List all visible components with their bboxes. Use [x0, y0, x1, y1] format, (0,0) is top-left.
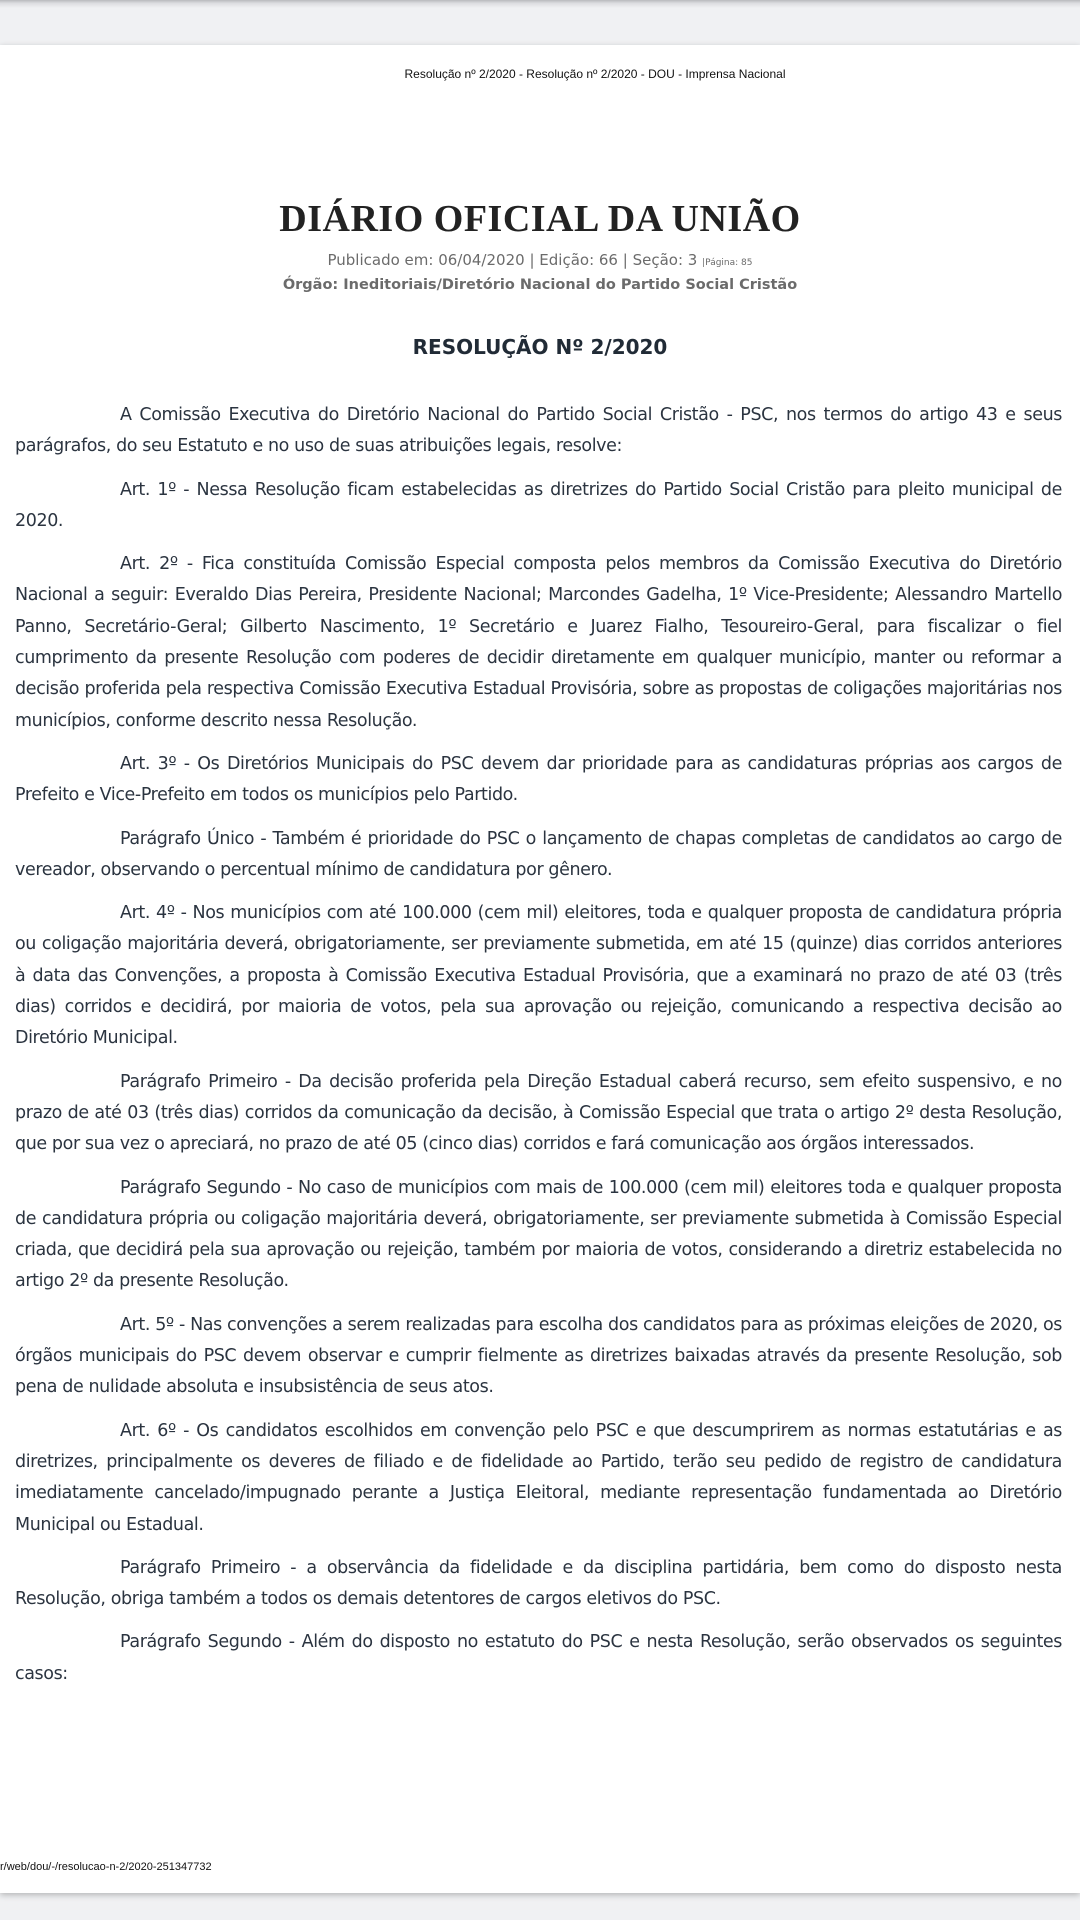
edition: Edição: 66	[539, 251, 618, 269]
article-3: Art. 3º - Os Diretórios Municipais do PSC devem dar prioridade para as candidaturas próprias aos cargos de Prefeito e Vice-Prefeito em todos os municípios pelo Partido.	[15, 753, 1062, 806]
separator: |	[622, 251, 628, 269]
article-5: Art. 5º - Nas convenções a serem realizadas para escolha dos candidatos para as próximas eleições de 2020, os órgãos municipais do PSC devem observar e cumprir fielmente as diretrizes baixadas através da presente Resolução, sob pena de nulidade absoluta e insubsistência de seus atos.	[15, 1314, 1062, 1398]
print-footer-url: r/web/dou/-/resolucao-n-2/2020-251347732	[0, 1861, 212, 1873]
publication-info	[0, 251, 1080, 269]
viewer-top-shadow	[0, 0, 1080, 8]
masthead-title: DIÁRIO OFICIAL DA UNIÃO	[279, 198, 801, 240]
article-1: Art. 1º - Nessa Resolução ficam estabelecidas as diretrizes do Partido Social Cristão para pleito municipal de 2020.	[15, 479, 1062, 531]
section: Seção: 3	[632, 251, 698, 269]
article-4: Art. 4º - Nos municípios com até 100.000 (cem mil) eleitores, toda e qualquer proposta de candidatura própria ou coligação majoritária deverá, obrigatoriamente, ser previamente submetida, em até 15 (quinze) dias corridos anteriores à data das Convenções, a proposta à Comissão Executiva Estadual Provisória, que a examinará no prazo de até 03 (três dias) corridos e decidirá, por maioria de votos, pela sua aprovação ou rejeição, comunicando a respectiva decisão ao Diretório Municipal.	[15, 903, 1062, 1049]
document-page	[0, 45, 1080, 1893]
article-6-paragraph-2: Parágrafo Segundo - Além do disposto no estatuto do PSC e nesta Resolução, serão observados os seguintes casos:	[15, 1632, 1062, 1684]
article-2: Art. 2º - Fica constituída Comissão Especial composta pelos membros da Comissão Executiva do Diretório Nacional a seguir: Everaldo Dias Pereira, Presidente Nacional; Marcondes Gadelha, 1º Vice-Presidente; Alessandro Martello Panno, Secretário-Geral; Gilberto Nascimento, 1º Secretário e Juarez Fialho, Tesoureiro-Geral, para fiscalizar o fiel cumprimento da presente Resolução com poderes de decidir diretamente em qualquer município, manter ou reformar a decisão proferida pela respectiva Comissão Executiva Estadual Provisória, sobre as propostas de coligações majoritárias nos municípios, conforme descrito nessa Resolução.	[15, 554, 1062, 731]
article-6-paragraph-1: Parágrafo Primeiro - a observância da fidelidade e da disciplina partidária, bem como do disposto nesta Resolução, obriga também a todos os demais detentores de cargos eletivos do PSC.	[15, 1557, 1062, 1610]
article-3-sole-paragraph: Parágrafo Único - Também é prioridade do PSC o lançamento de chapas completas de candidatos ao cargo de vereador, observando o percentual mínimo de candidatura por gênero.	[15, 828, 1062, 880]
print-header: Resolução nº 2/2020 - Resolução nº 2/2020 - DOU - Imprensa Nacional	[404, 67, 786, 81]
article-6: Art. 6º - Os candidatos escolhidos em convenção pelo PSC e que descumprirem as normas estatutárias e as diretrizes, principalmente os deveres de filiado e de fidelidade ao Partido, terão seu pedido de registro de candidatura imediatamente cancelado/impugnado perante a Justiça Eleitoral, mediante representação fundamentada ao Diretório Municipal ou Estadual.	[15, 1420, 1062, 1535]
resolution-title: RESOLUÇÃO Nº 2/2020	[412, 335, 668, 359]
separator: |	[529, 251, 535, 269]
resolution-body	[15, 400, 1062, 1702]
article-4-paragraph-2: Parágrafo Segundo - No caso de municípios com mais de 100.000 (cem mil) eleitores toda e qualquer proposta de candidatura própria ou coligação majoritária deverá, obrigatoriamente, ser previamente submetida à Comissão Especial criada, que decidirá pela sua aprovação ou rejeição, também por maioria de votos, considerando a diretriz estabelecida no artigo 2º da presente Resolução.	[15, 1177, 1062, 1292]
page-number: Página: 85	[705, 258, 753, 268]
separator-small: |	[702, 258, 706, 268]
published-date: Publicado em: 06/04/2020	[327, 251, 525, 269]
preamble-paragraph: A Comissão Executiva do Diretório Nacional do Partido Social Cristão - PSC, nos termos do artigo 43 e seus parágrafos, do seu Estatuto e no uso de suas atribuições legais, resolve:	[15, 405, 1062, 457]
article-4-paragraph-1: Parágrafo Primeiro - Da decisão proferida pela Direção Estadual caberá recurso, sem efeito suspensivo, e no prazo de até 03 (três dias) corridos da comunicação da decisão, à Comissão Especial que trata o artigo 2º desta Resolução, que por sua vez o apreciará, no prazo de até 05 (cinco dias) corridos e fará comunicação aos órgãos interessados.	[15, 1071, 1062, 1155]
orgao-line: Órgão: Ineditoriais/Diretório Nacional do Partido Social Cristão	[282, 277, 798, 293]
